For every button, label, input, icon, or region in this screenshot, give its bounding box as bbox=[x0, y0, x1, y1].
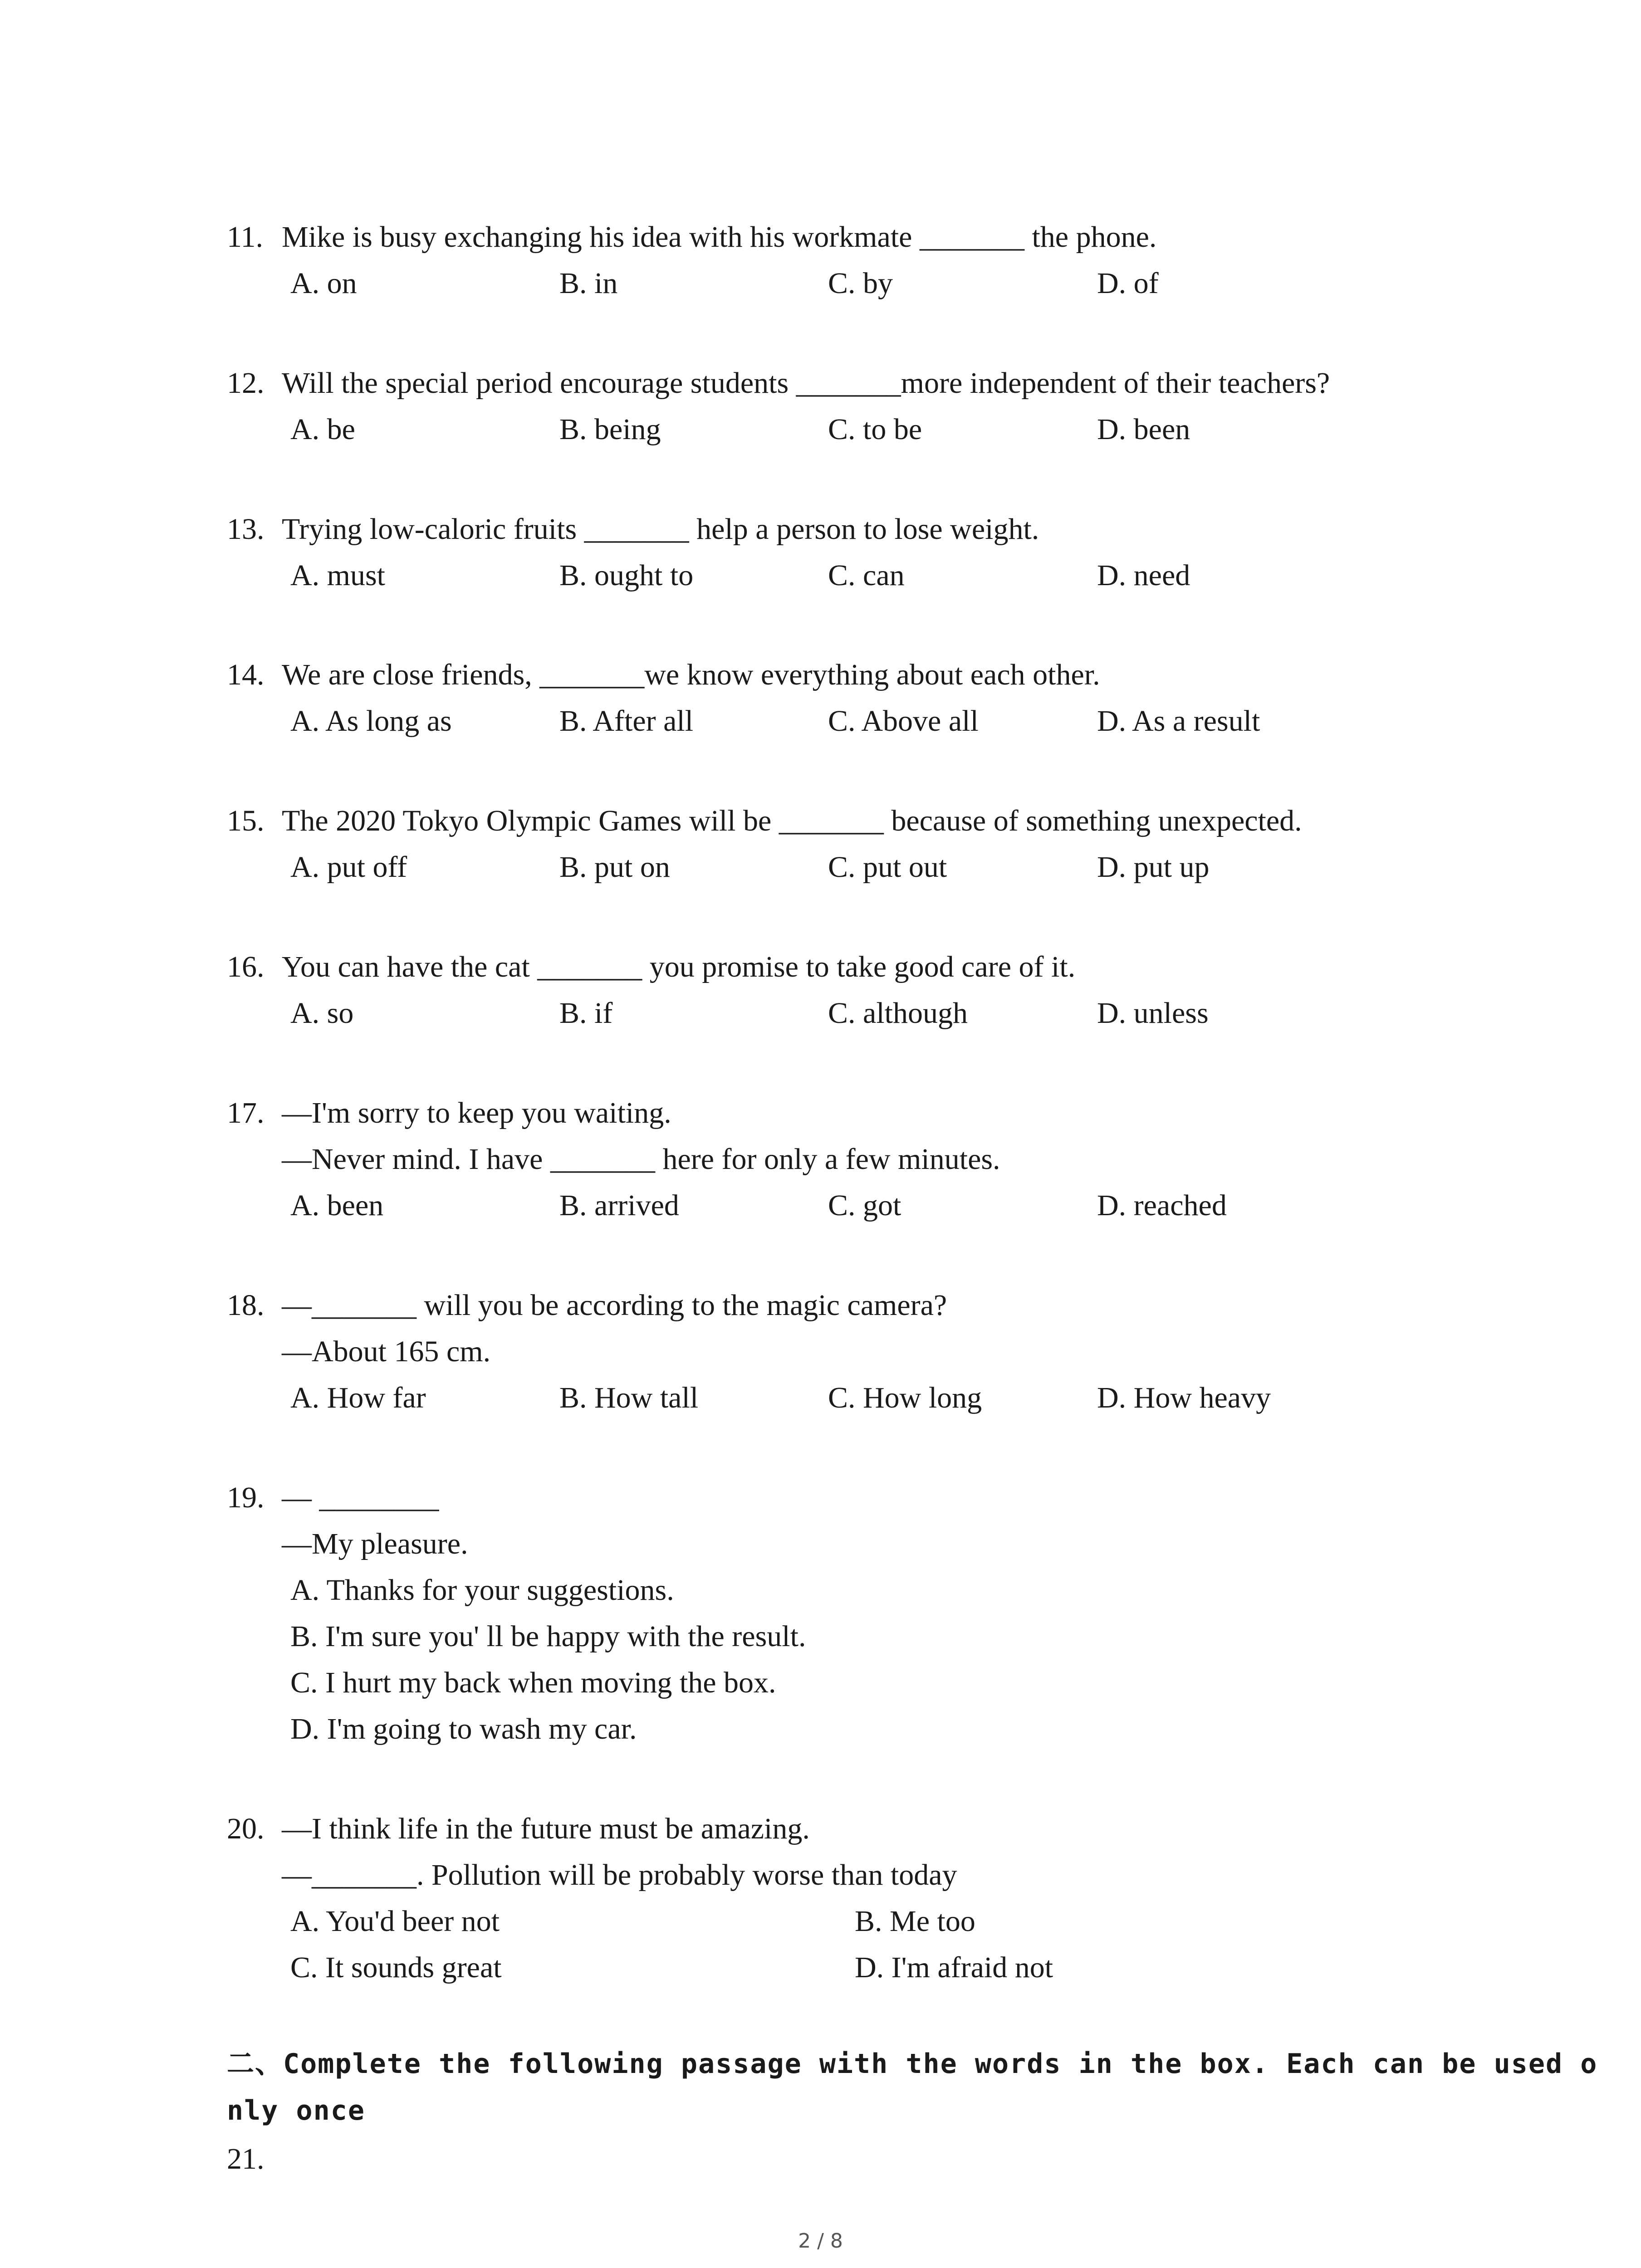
option-c: C. I hurt my back when moving the box. bbox=[290, 1666, 776, 1699]
option-b: B. arrived bbox=[559, 1189, 679, 1222]
question-number: 17. bbox=[227, 1096, 265, 1129]
question-stem: Will the special period encourage students _______more independent of their teachers? bbox=[282, 367, 1330, 400]
question-number: 21. bbox=[227, 2142, 265, 2175]
question-stem: —I think life in the future must be amazing. bbox=[282, 1812, 810, 1845]
question-number: 16. bbox=[227, 950, 265, 983]
option-d: D. I'm afraid not bbox=[855, 1951, 1053, 1984]
option-b: B. ought to bbox=[559, 559, 694, 592]
option-c: C. although bbox=[828, 997, 968, 1030]
option-d: D. As a result bbox=[1097, 704, 1260, 738]
option-b: B. Me too bbox=[855, 1905, 975, 1938]
question-stem: Trying low-caloric fruits _______ help a person to lose weight. bbox=[282, 513, 1039, 546]
option-a: A. How far bbox=[290, 1381, 426, 1414]
section-heading: 二、Complete the following passage with the words in the box. Each can be used o bbox=[227, 2048, 1598, 2080]
option-a: A. put off bbox=[290, 850, 407, 884]
question-stem: — ________ bbox=[282, 1481, 439, 1514]
question-stem: —_______ will you be according to the magic camera? bbox=[282, 1289, 947, 1322]
question-number: 18. bbox=[227, 1289, 265, 1322]
option-c: C. It sounds great bbox=[290, 1951, 502, 1984]
question-number: 11. bbox=[227, 220, 264, 254]
question-stem: —I'm sorry to keep you waiting. bbox=[282, 1096, 671, 1129]
option-d: D. put up bbox=[1097, 850, 1210, 884]
option-a: A. must bbox=[290, 559, 386, 592]
page-number: 2 / 8 bbox=[798, 2229, 843, 2253]
question-stem: We are close friends, _______we know everything about each other. bbox=[282, 658, 1100, 691]
question-stem: You can have the cat _______ you promise to take good care of it. bbox=[282, 950, 1076, 983]
option-c: C. can bbox=[828, 559, 905, 592]
option-a: A. Thanks for your suggestions. bbox=[290, 1574, 674, 1607]
option-c: C. got bbox=[828, 1189, 901, 1222]
option-c: C. Above all bbox=[828, 704, 979, 738]
option-d: D. been bbox=[1097, 413, 1190, 446]
option-a: A. so bbox=[290, 997, 354, 1030]
option-c: C. put out bbox=[828, 850, 947, 884]
question-number: 12. bbox=[227, 367, 265, 400]
option-b: B. After all bbox=[559, 704, 694, 738]
option-b: B. put on bbox=[559, 850, 670, 884]
section-heading-continued: nly once bbox=[227, 2095, 365, 2126]
question-number: 15. bbox=[227, 804, 265, 837]
question-stem: The 2020 Tokyo Olympic Games will be _______ because of something unexpected. bbox=[282, 804, 1302, 837]
option-a: A. As long as bbox=[290, 704, 452, 738]
option-b: B. being bbox=[559, 413, 661, 446]
option-b: B. I'm sure you' ll be happy with the result. bbox=[290, 1620, 806, 1653]
option-c: C. by bbox=[828, 267, 893, 300]
option-d: D. need bbox=[1097, 559, 1190, 592]
question-stem: —My pleasure. bbox=[282, 1527, 468, 1560]
option-b: B. How tall bbox=[559, 1381, 699, 1414]
question-number: 14. bbox=[227, 658, 265, 691]
question-stem: —About 165 cm. bbox=[282, 1335, 491, 1368]
option-a: A. on bbox=[290, 267, 357, 300]
question-stem: —Never mind. I have _______ here for only a few minutes. bbox=[282, 1143, 1000, 1176]
option-d: D. of bbox=[1097, 267, 1159, 300]
option-a: A. been bbox=[290, 1189, 384, 1222]
question-stem: —_______. Pollution will be probably worse than today bbox=[282, 1858, 957, 1892]
option-c: C. How long bbox=[828, 1381, 982, 1414]
option-b: B. in bbox=[559, 267, 618, 300]
question-number: 19. bbox=[227, 1481, 265, 1514]
option-d: D. unless bbox=[1097, 997, 1209, 1030]
option-b: B. if bbox=[559, 997, 613, 1030]
option-d: D. How heavy bbox=[1097, 1381, 1271, 1414]
question-stem: Mike is busy exchanging his idea with his workmate _______ the phone. bbox=[282, 220, 1157, 254]
option-a: A. be bbox=[290, 413, 355, 446]
question-number: 20. bbox=[227, 1812, 265, 1845]
option-a: A. You'd beer not bbox=[290, 1905, 500, 1938]
question-number: 13. bbox=[227, 513, 265, 546]
option-d: D. reached bbox=[1097, 1189, 1227, 1222]
option-d: D. I'm going to wash my car. bbox=[290, 1712, 637, 1745]
option-c: C. to be bbox=[828, 413, 922, 446]
